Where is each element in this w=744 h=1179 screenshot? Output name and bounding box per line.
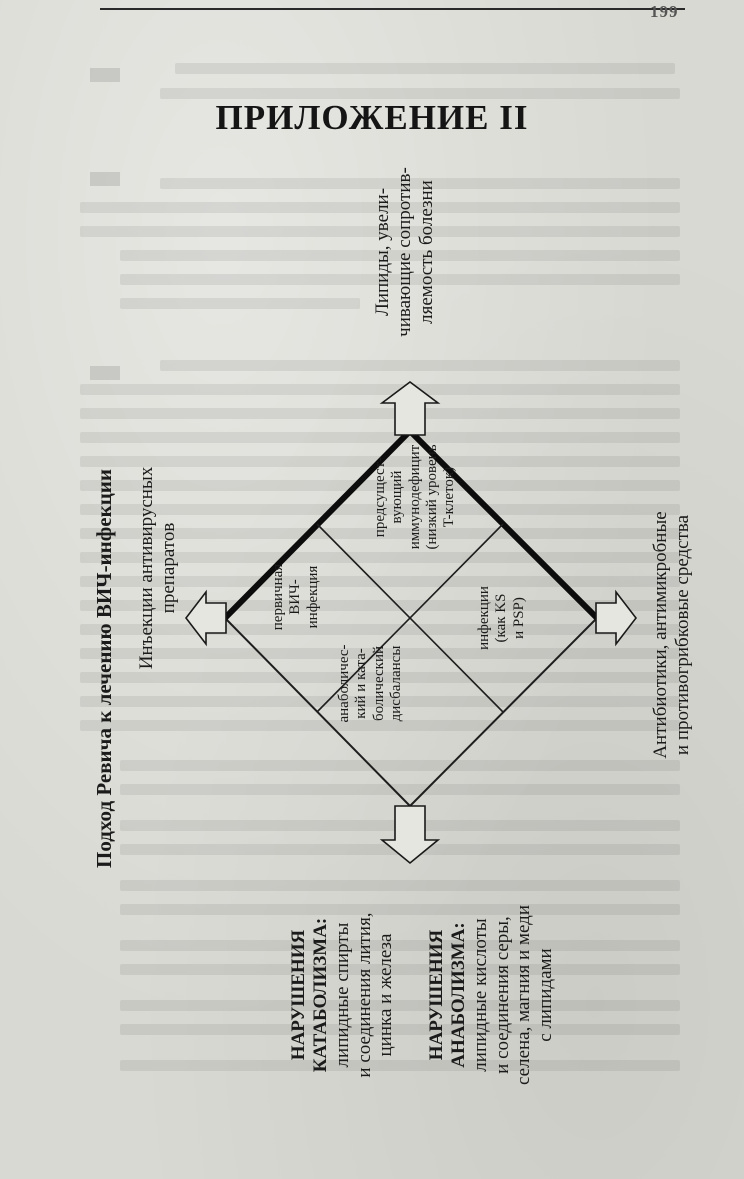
- quadrant-bottom-line-2: (как KS: [493, 593, 510, 643]
- diagram-title-text: Подход Ревича к лечению ВИЧ-инфекции: [92, 468, 116, 868]
- quadrant-right-line-4: (низкий уровень: [423, 444, 440, 550]
- catabolism-body-3: цинка и железа: [375, 933, 397, 1057]
- quadrant-right-line-3: иммунодефицит: [406, 444, 423, 550]
- quadrant-top-line-2: ВИЧ-: [287, 579, 304, 615]
- anabolism-heading-1: НАРУШЕНИЯ: [426, 929, 447, 1061]
- anabolism-body-1: липидные кислоты: [469, 918, 491, 1072]
- quadrant-top-line-3: инфекция: [304, 565, 321, 629]
- top-label-line-2: препаратов: [157, 522, 179, 614]
- bottom-label-line-2: и противогрибковые средства: [671, 514, 693, 756]
- quadrant-imbalances: [336, 611, 405, 756]
- catabolism-heading-1: НАРУШЕНИЯ: [288, 929, 309, 1061]
- bottom-arrow-label: [650, 475, 694, 795]
- quadrant-right-line-2: вующий: [389, 470, 406, 524]
- catabolism-heading-2: КАТАБОЛИЗМА:: [309, 917, 331, 1073]
- quadrant-left-line-1: анаболичес-: [336, 644, 352, 723]
- quadrant-left-line-2: кий и ката-: [353, 648, 370, 719]
- quadrant-infections: [476, 558, 528, 678]
- quadrant-left-line-4: дисбалансы: [387, 645, 404, 722]
- diagram-title: [92, 469, 116, 868]
- quadrant-right-line-5: T-клеток): [441, 466, 457, 528]
- arrow-right: [596, 592, 636, 644]
- catabolism-body-2: и соединения лития,: [353, 912, 375, 1078]
- anabolism-body-3: селена, магния и меди: [513, 904, 535, 1086]
- anabolism-body-4: с липидами: [535, 948, 557, 1042]
- quadrant-bottom-line-3: и PSP): [510, 597, 527, 639]
- quadrant-immunodeficiency: [372, 412, 458, 582]
- anabolism-body-2: и соединения серы,: [491, 916, 513, 1074]
- right-label-line-1: Липиды, увели-: [372, 187, 393, 317]
- catabolism-disorders-label: [288, 870, 397, 1120]
- quadrant-top-line-1: первичная: [270, 563, 286, 631]
- catabolism-body-1: липидные спирты: [331, 922, 353, 1068]
- anabolism-disorders-label: [426, 870, 557, 1120]
- right-label-line-2: чивающие сопротив-: [393, 167, 415, 337]
- bottom-label-line-1: Антибиотики, антимикробные: [650, 511, 671, 759]
- quadrant-primary-hiv: [270, 532, 322, 662]
- arrow-left: [186, 592, 226, 644]
- top-arrow-label: [136, 418, 180, 718]
- quadrant-left-line-3: болический: [370, 645, 387, 722]
- anabolism-heading-2: АНАБОЛИЗМА:: [447, 922, 469, 1068]
- appendix-title: ПРИЛОЖЕНИЕ II: [215, 98, 529, 137]
- quadrant-bottom-line-1: инфекции: [476, 586, 492, 650]
- quadrant-right-line-1: предсущест-: [372, 456, 388, 538]
- top-label-line-1: Инъекции антивирусных: [136, 466, 157, 670]
- arrow-down: [382, 806, 438, 863]
- right-label-line-3: ляемость болезни: [415, 180, 437, 324]
- right-arrow-label: [372, 132, 438, 372]
- page-number-faint: 199: [650, 2, 679, 21]
